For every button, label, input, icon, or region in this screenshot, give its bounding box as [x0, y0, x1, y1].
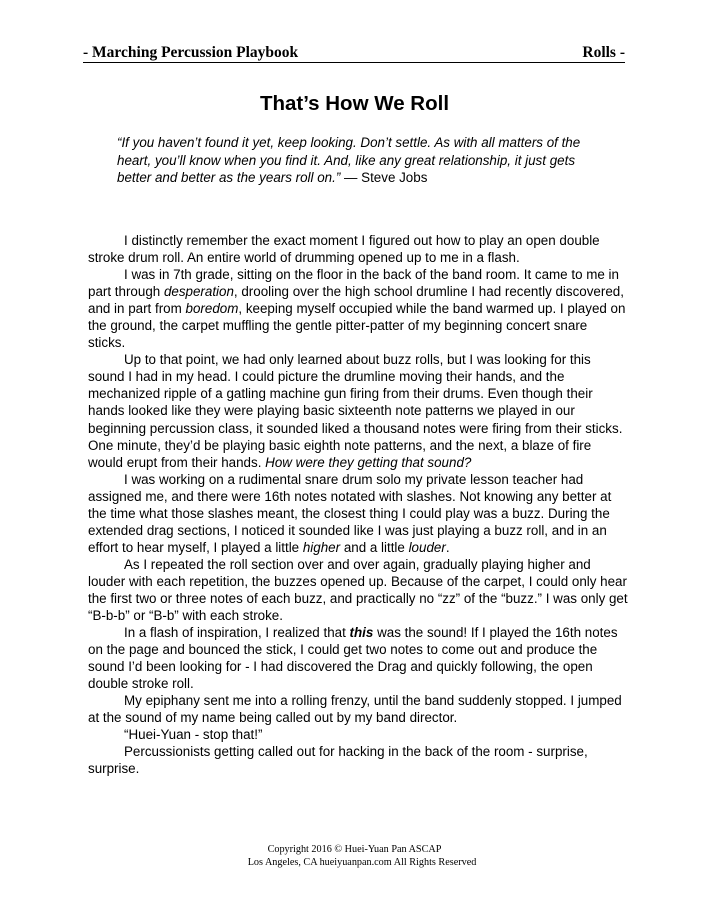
footer-copyright: Copyright 2016 © Huei-Yuan Pan ASCAP	[267, 844, 442, 855]
paragraph-3: Up to that point, we had only learned about buzz rolls, but I was looking for this sound I had in my head. I could picture the drumline moving their hands, and the mechanized ripple of a gatling machine gun firing from their drums. Even though their hands looked like they were playing basic sixteenth note patterns we played in our beginning percussion class, it sounded liked a thousand notes were firing from their sticks. One minute, they’d be playing basic eighth note patterns, and the next, a blaze of fire would erupt from their hands. How were they getting that sound?	[88, 352, 623, 470]
emphasis-desperation: desperation	[163, 284, 234, 300]
emphasis-boredom: boredom	[185, 301, 239, 317]
paragraph-8: “Huei-Yuan - stop that!”	[124, 727, 263, 743]
body-text	[88, 232, 628, 778]
chapter-title: That’s How We Roll	[259, 92, 450, 115]
emphasis-this: this	[349, 625, 374, 641]
emphasis-higher: higher	[302, 539, 341, 555]
emphasis-question: How were they getting that sound?	[265, 454, 472, 470]
quote-attribution: — Steve Jobs	[340, 170, 428, 185]
page-footer	[0, 843, 709, 869]
quote-text: “If you haven’t found it yet, keep looking. Don’t settle. As with all matters of the heart, you’ll know when you find it. And, like any great relationship, it just gets better and better as the years roll on.”	[117, 135, 581, 185]
header-book-title: - Marching Percussion Playbook	[83, 44, 299, 61]
paragraph-6: In a flash of inspiration, I realized that this was the sound! If I played the 16th notes on the page and bounced the stick, I could get two notes to come out and produce the sound I’d been looking for - I had discovered the Drag and quickly following, the open double stroke roll.	[88, 625, 618, 692]
paragraph-2: I was in 7th grade, sitting on the floor in the back of the band room. It came to me in part through desperation, drooling over the high school drumline I had recently discovered, and in part from boredom, keeping myself occupied while the band warmed up. I played on the ground, the carpet muffling the gentle pitter-patter of my beginning concert snare sticks.	[88, 267, 626, 351]
running-header	[83, 44, 625, 63]
footer-location: Los Angeles, CA hueiyuanpan.com All Rights Reserved	[247, 857, 477, 868]
epigraph-quote	[117, 134, 607, 187]
header-chapter-name: Rolls -	[582, 44, 625, 61]
paragraph-9: Percussionists getting called out for hacking in the back of the room - surprise, surprise.	[88, 744, 588, 777]
emphasis-louder: louder	[408, 539, 446, 555]
paragraph-4: I was working on a rudimental snare drum solo my private lesson teacher had assigned me, and there were 16th notes notated with slashes. Not knowing any better at the time what those slashes meant, the closest thing I could play was a buzz. During the extended drag sections, I noticed it sounded like I was just playing a buzz roll, and in an effort to hear myself, I played a little higher and a little louder.	[88, 471, 612, 555]
paragraph-7: My epiphany sent me into a rolling frenzy, until the band suddenly stopped. I jumped at the sound of my name being called out by my band director.	[88, 693, 622, 726]
paragraph-5: As I repeated the roll section over and over again, gradually playing higher and louder with each repetition, the buzzes opened up. Because of the carpet, I could only hear the first two or three notes of each buzz, and practically no “zz” of the “buzz.” I was only get “B-b-b” or “B-b” with each stroke.	[88, 556, 628, 624]
paragraph-1: I distinctly remember the exact moment I figured out how to play an open double stroke drum roll. An entire world of drumming opened up to me in a flash.	[88, 233, 600, 266]
